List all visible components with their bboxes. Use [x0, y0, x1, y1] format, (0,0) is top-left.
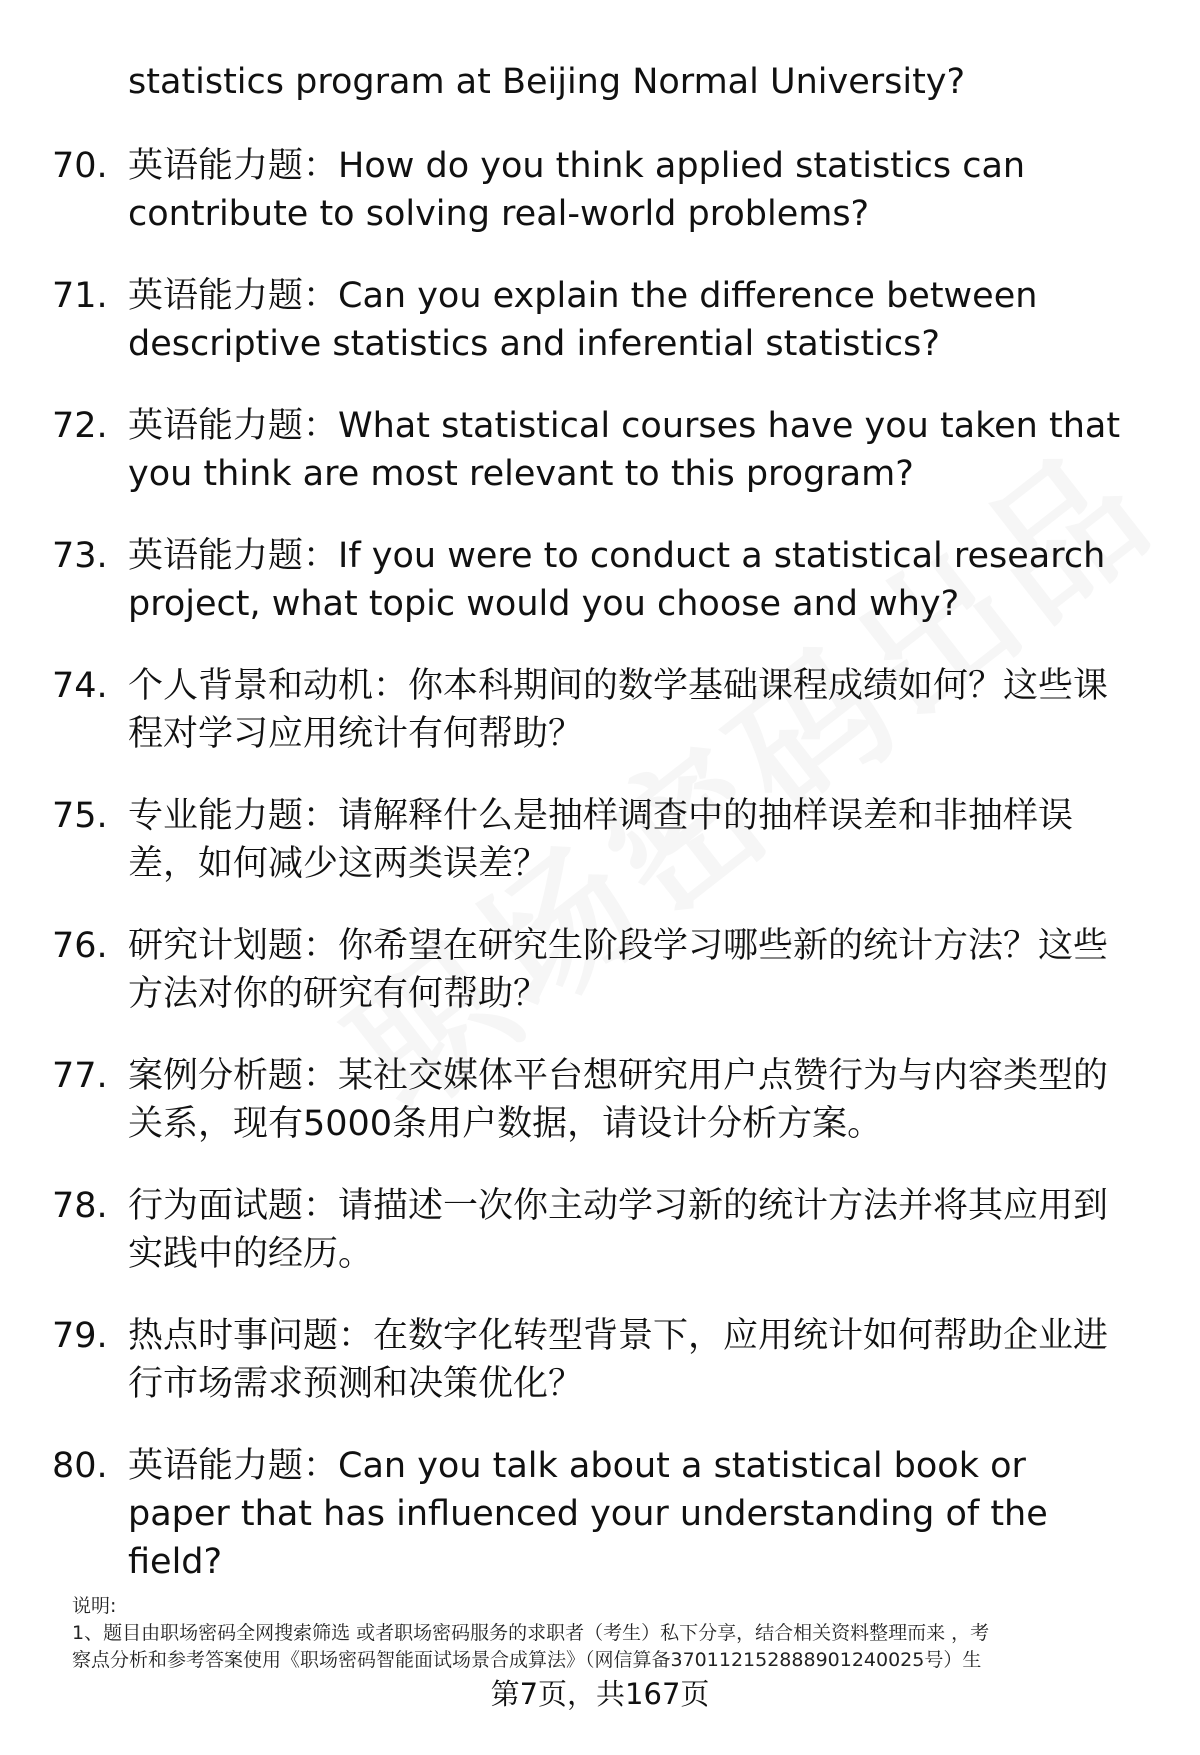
question-item	[0, 662, 1200, 758]
question-text: 英语能力题：If you were to conduct a statistical research project, what topic would you choose and why?	[128, 536, 1106, 624]
question-item	[0, 142, 1200, 238]
question-text: 英语能力题：Can you explain the difference between descriptive statistics and inferential statistics?	[128, 276, 1038, 364]
question-number: 75.	[52, 796, 108, 836]
question-item	[0, 1312, 1200, 1408]
notes-heading: 说明:	[72, 1595, 117, 1617]
continuation-text: statistics program at Beijing Normal University?	[128, 62, 966, 102]
question-text: 个人背景和动机：你本科期间的数学基础课程成绩如何？这些课程对学习应用统计有何帮助？	[128, 666, 1109, 754]
notes-line: 察点分析和参考答案使用《职场密码智能面试场景合成算法》（网信算备370112152888901240025号）生	[72, 1649, 982, 1671]
question-text: 专业能力题：请解释什么是抽样调查中的抽样误差和非抽样误差，如何减少这两类误差？	[128, 796, 1074, 884]
question-text: 热点时事问题：在数字化转型背景下，应用统计如何帮助企业进行市场需求预测和决策优化？	[128, 1316, 1109, 1404]
question-number: 77.	[52, 1056, 108, 1096]
page-number: 第7页，共167页	[490, 1677, 710, 1711]
question-text: 行为面试题：请描述一次你主动学习新的统计方法并将其应用到实践中的经历。	[128, 1186, 1109, 1274]
notes-section	[72, 1593, 1152, 1674]
question-number: 80.	[52, 1446, 108, 1486]
question-list	[0, 142, 1200, 1620]
question-number: 73.	[52, 536, 108, 576]
question-text: 英语能力题：Can you talk about a statistical book or paper that has influenced your understanding of the field?	[128, 1446, 1048, 1582]
question-item	[0, 532, 1200, 628]
question-number: 70.	[52, 146, 108, 186]
question-item	[0, 792, 1200, 888]
question-item	[0, 272, 1200, 368]
question-item	[0, 1182, 1200, 1278]
notes-line: 1、题目由职场密码全网搜索筛选 或者职场密码服务的求职者（考生）私下分享，结合相关资料整理而来 ，考	[72, 1622, 990, 1644]
question-number: 74.	[52, 666, 108, 706]
question-text: 英语能力题：What statistical courses have you taken that you think are most relevant to this program?	[128, 406, 1121, 494]
question-text: 案例分析题：某社交媒体平台想研究用户点赞行为与内容类型的关系，现有5000条用户数据，请设计分析方案。	[128, 1056, 1109, 1144]
question-item	[0, 922, 1200, 1018]
question-text: 英语能力题：How do you think applied statistics can contribute to solving real-world problems?	[128, 146, 1026, 234]
question-number: 78.	[52, 1186, 108, 1226]
question-number: 71.	[52, 276, 108, 316]
question-item	[0, 402, 1200, 498]
question-number: 72.	[52, 406, 108, 446]
question-text: 研究计划题：你希望在研究生阶段学习哪些新的统计方法？这些方法对你的研究有何帮助？	[128, 926, 1109, 1014]
question-item	[0, 1442, 1200, 1586]
question-item	[0, 1052, 1200, 1148]
question-number: 76.	[52, 926, 108, 966]
question-number: 79.	[52, 1316, 108, 1356]
